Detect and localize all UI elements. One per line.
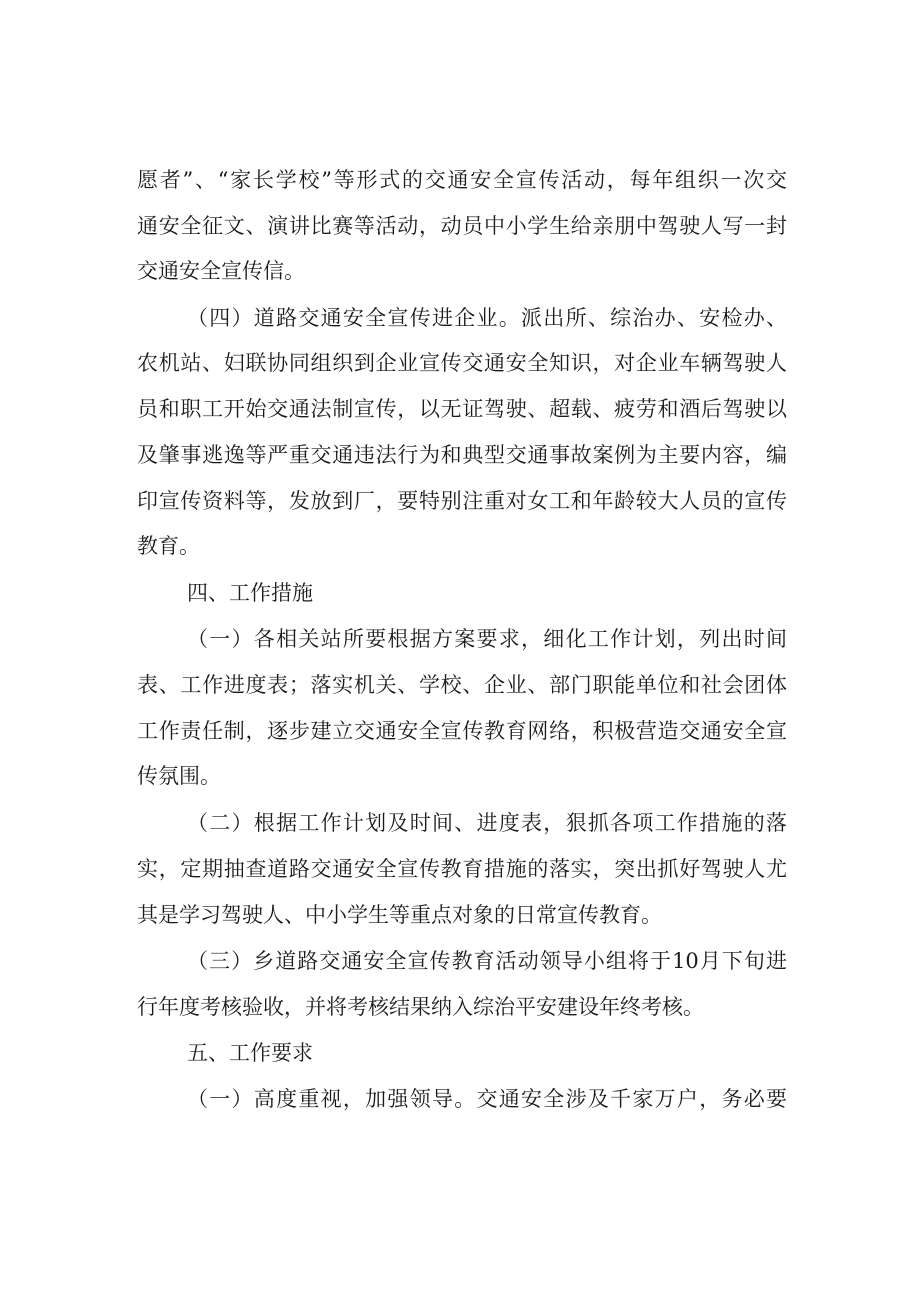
paragraph-first-line: （一）各相关站所要根据方案要求，细化工作计划，列出时间 (187, 627, 787, 651)
text-line: 愿者”、“家长学校”等形式的交通安全宣传活动，每年组织一次交 (137, 168, 787, 192)
paragraph-first-line: （二）根据工作计划及时间、进度表，狠抓各项工作措施的落 (187, 811, 787, 835)
text-line: 实，定期抽查道路交通安全宣传教育措施的落实，突出抓好驾驶人尤 (137, 857, 787, 881)
text-line: 交通安全宣传信。 (137, 259, 305, 283)
section-heading: 四、工作措施 (187, 581, 313, 605)
text-line: 表、工作进度表；落实机关、学校、企业、部门职能单位和社会团体 (137, 673, 787, 697)
text-line: 通安全征文、演讲比赛等活动，动员中小学生给亲朋中驾驶人写一封 (137, 214, 787, 238)
paragraph-first-line: （三）乡道路交通安全宣传教育活动领导小组将于10月下旬进 (187, 949, 787, 973)
text-line: 行年度考核验收，并将考核结果纳入综治平安建设年终考核。 (137, 995, 704, 1019)
section-heading: 五、工作要求 (187, 1041, 313, 1065)
text-line: 印宣传资料等，发放到厂，要特别注重对女工和年龄较大人员的宣传 (137, 489, 787, 513)
paragraph-first-line: （四）道路交通安全宣传进企业。派出所、综治办、安检办、 (187, 306, 787, 330)
text-line: 及肇事逃逸等严重交通违法行为和典型交通事故案例为主要内容，编 (137, 443, 787, 467)
paragraph-first-line: （一）高度重视，加强领导。交通安全涉及千家万户，务必要 (187, 1087, 787, 1111)
text-line: 教育。 (137, 534, 200, 558)
text-line: 员和职工开始交通法制宣传，以无证驾驶、超载、疲劳和酒后驾驶以 (137, 397, 787, 421)
text-line: 农机站、妇联协同组织到企业宣传交通安全知识，对企业车辆驾驶人 (137, 351, 787, 375)
text-line: 传氛围。 (137, 764, 221, 788)
text-line: 其是学习驾驶人、中小学生等重点对象的日常宣传教育。 (137, 903, 662, 927)
text-line: 工作责任制，逐步建立交通安全宣传教育网络，积极营造交通安全宣 (137, 719, 787, 743)
